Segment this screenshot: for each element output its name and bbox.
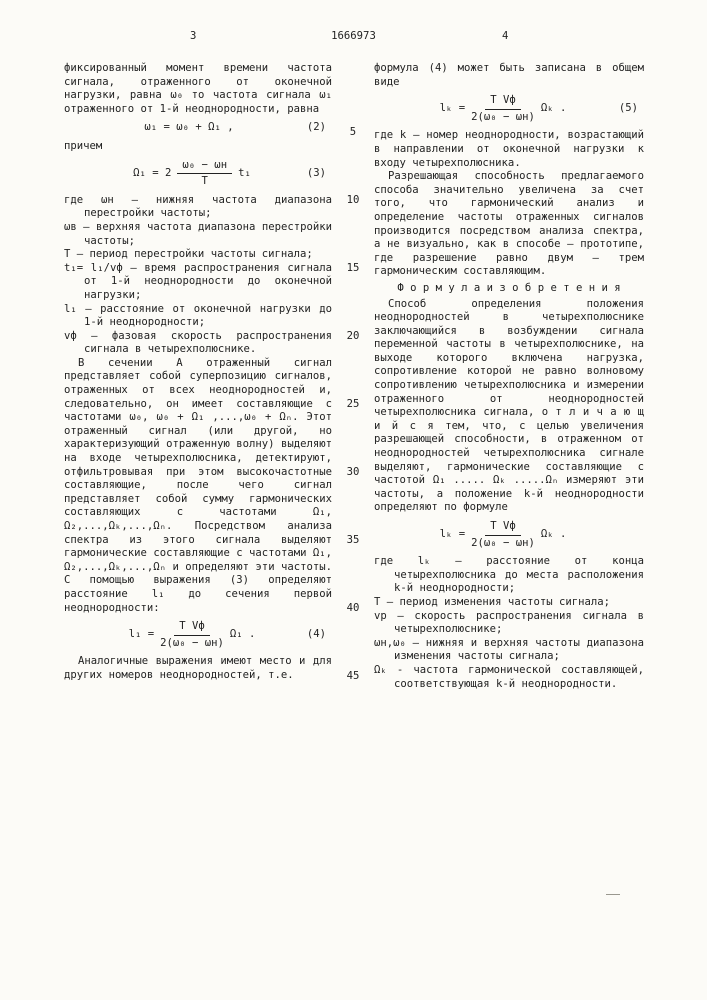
fraction-denominator: 2(ω₀ − ωн)	[471, 110, 535, 123]
formula-rhs: Ω₁ .	[229, 628, 256, 641]
definition-item: где lₖ – расстояние от конца четырехполюсника до места расположения k-й неоднородности;	[374, 555, 644, 595]
fraction	[471, 520, 535, 550]
fraction-numerator: T Vф	[485, 94, 521, 110]
gutter-line-numbers	[332, 62, 374, 722]
formula-lhs: lₖ =	[439, 102, 466, 115]
definition-item: ωв – верхняя частота диапазона перестройки частоты;	[64, 220, 332, 247]
line-number: 20	[346, 330, 360, 342]
formula-rhs: Ωₖ .	[540, 528, 567, 541]
line-number: 45	[346, 670, 360, 682]
definition-item: ωн,ω₀ – нижняя и верхняя частоты диапазона изменения частоты сигнала;	[374, 636, 644, 663]
symbol-definitions	[374, 555, 644, 691]
line-number: 10	[346, 194, 360, 206]
claim-text: Способ определения положения неоднородностей в четырехполюснике заключающийся в возбуждении сигнала переменной частоты в четырехполюснике, на выходе которого включена нагрузка, сопротивление которой не равно волновому сопротивлению четырехполюсника и измерении отраженного от неоднородностей четырехполюсника сигнала, о т л и ч а ю щ и й с я тем, что, с целью увеличения разрешающей способности, в отраженном от неоднородностей четырехполюсника сигнале выделяют, гармонические составляющие с частотой Ω₁ ..... Ωₖ .....Ωₙ измеряют эти частоты, а положение k-й неоднородности определяют по формуле	[374, 297, 644, 514]
claim-formula	[374, 520, 632, 550]
line-number: 35	[346, 534, 360, 546]
paragraph: фиксированный момент времени частота сигнала, отраженного от оконечной нагрузки, равна ω₀ то частота сигнала ω₁ отраженного от 1-й неоднородности, равна	[64, 62, 332, 115]
paragraph: формула (4) может быть записана в общем виде	[374, 62, 644, 88]
formula-body: ω₁ = ω₀ + Ω₁ ,	[144, 121, 234, 134]
formula-lhs: l₁ =	[128, 628, 155, 641]
left-column-page-number: 3	[190, 30, 197, 42]
formula-number: (3)	[306, 166, 326, 179]
formula-lhs: lₖ =	[439, 528, 466, 541]
fraction-numerator: ω₀ − ωн	[177, 159, 232, 175]
paragraph: причем	[64, 139, 103, 152]
fraction-numerator: T Vф	[485, 520, 521, 536]
formula-rhs: t₁	[238, 166, 251, 179]
definition-item: t₁= l₁/vф – время распространения сигнала от 1-й неоднородности до оконечной нагрузки;	[64, 261, 332, 301]
claims-heading: Ф о р м у л а и з о б р е т е н и я	[397, 281, 621, 294]
paragraph: В сечении А отраженный сигнал представляет собой суперпозицию сигналов, отраженных от всех неоднородностей и, следовательно, он имеет составляющие с частотами ω₀, ω₀ + Ω₁ ,...,ω₀ + Ωₙ. Этот отраженный сигнал (или другой, но характеризующий отраженную волну) выделяют на входе четырехполюсника, детектируют, отфильтровывая при этом высокочастотные составляющие, после чего сигнал представляет собой сумму гармонических составляющих с частотами Ω₁, Ω₂,...,Ωₖ,...,Ωₙ. Посредством анализа спектра из этого сигнала выделяют гармонические составляющие с частотами Ω₁, Ω₂,...,Ωₖ,...,Ωₙ и определяют эти частоты. С помощью выражения (3) определяют расстояние l₁ до сечения первой неоднородности:	[64, 356, 332, 614]
fraction-numerator: T Vф	[174, 620, 210, 636]
patent-number: 1666973	[331, 30, 376, 42]
paragraph: Аналогичные выражения имеют место и для других номеров неоднородностей, т.е.	[64, 655, 332, 681]
line-number: 15	[346, 262, 360, 274]
formula-2	[64, 121, 326, 135]
definition-item: Ωₖ - частота гармонической составляющей, соответствующая k-й неоднородности.	[374, 663, 644, 690]
formula-rhs: Ωₖ .	[540, 102, 567, 115]
fraction-denominator: T	[201, 175, 208, 188]
formula-number: (2)	[306, 121, 326, 134]
fraction	[471, 94, 535, 124]
formula-number: (5)	[618, 102, 638, 115]
right-column-page-number: 4	[502, 30, 509, 42]
definition-item: T – период изменения частоты сигнала;	[374, 595, 610, 608]
formula-number: (4)	[306, 628, 326, 641]
line-number: 5	[349, 126, 357, 138]
symbol-definitions	[64, 194, 332, 357]
fraction-denominator: 2(ω₀ − ωн)	[471, 536, 535, 549]
formula-lhs: Ω₁ = 2	[133, 166, 172, 179]
definition-item: vф – фазовая скорость распространения сигнала в четырехполюснике.	[64, 329, 332, 356]
paragraph: Разрешающая способность предлагаемого способа значительно увеличена за счет того, что гармонический анализ и определение частоты отраженных сигналов производится посредством анализа спектра, а не визуально, как в способе – прототипе, где разрешение равно двум – трем гармоническим составляющим.	[374, 170, 644, 278]
left-column	[64, 62, 332, 683]
line-number: 30	[346, 466, 360, 478]
definition-item: l₁ – расстояние от оконечной нагрузки до 1-й неоднородности;	[64, 302, 332, 329]
fraction-denominator: 2(ω₀ − ωн)	[160, 636, 224, 649]
definition-item: где ωн – нижняя частота диапазона перестройки частоты;	[64, 193, 332, 220]
line-number: 40	[346, 602, 360, 614]
formula-3	[64, 158, 326, 189]
definition-item: T – период перестройки частоты сигнала;	[64, 248, 313, 261]
fraction	[160, 620, 224, 650]
formula-5	[374, 94, 638, 124]
fraction	[177, 159, 232, 189]
formula-4	[64, 620, 326, 650]
line-number: 25	[346, 398, 360, 410]
definition-item: vр – скорость распространения сигнала в четырехполюснике;	[374, 609, 644, 636]
paragraph: где k – номер неоднородности, возрастающий в направлении от оконечной нагрузки к входу четырехполюсника.	[374, 129, 644, 169]
right-column	[374, 62, 644, 691]
scan-artifact-mark	[606, 894, 620, 895]
page-header	[0, 30, 707, 46]
